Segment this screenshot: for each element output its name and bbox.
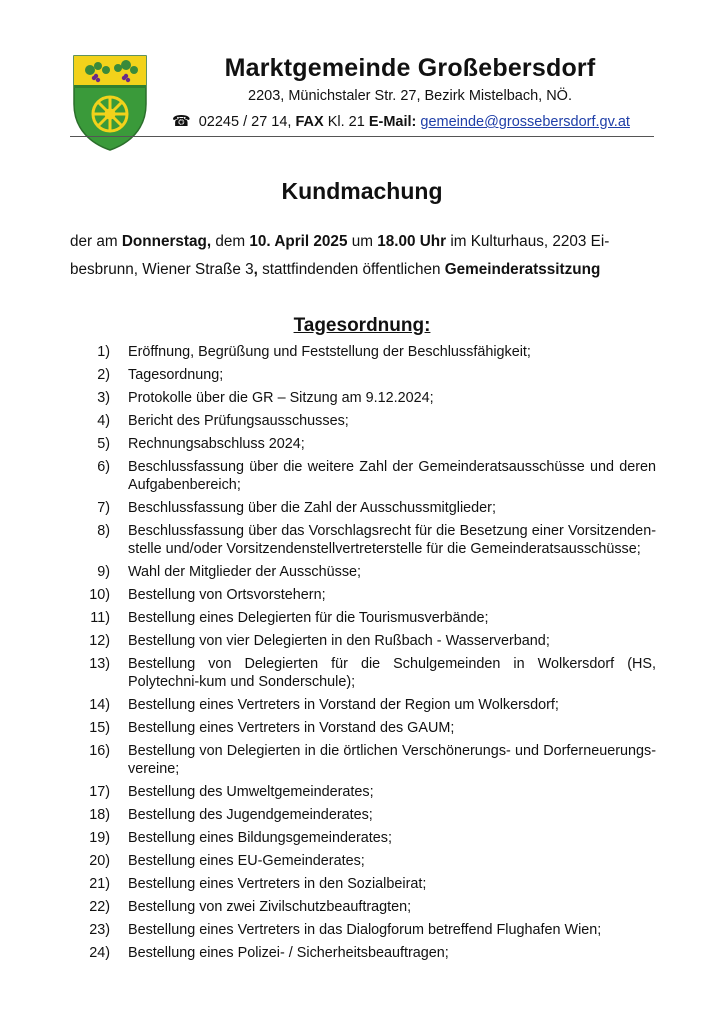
agenda-item-number: 13) (89, 656, 110, 672)
agenda-item-number: 23) (89, 922, 110, 938)
intro-text: im Kulturhaus, 2203 Ei- (446, 233, 610, 250)
coat-of-arms-logo (70, 52, 150, 152)
email-link[interactable]: gemeinde@grossebersdorf.gv.at (420, 114, 630, 130)
agenda-item-text: Protokolle über die GR – Sitzung am 9.12.2024; (128, 390, 434, 406)
intro-text: , (253, 261, 258, 278)
agenda-item (70, 586, 656, 604)
agenda-item (70, 806, 656, 824)
agenda-item-number: 1) (97, 344, 110, 360)
agenda-item-text: Tagesordnung; (128, 367, 224, 383)
municipality-address: 2203, Münichstaler Str. 27, Bezirk Mistelbach, NÖ. (248, 88, 572, 104)
agenda-item (70, 719, 656, 737)
municipality-name: Marktgemeinde Großebersdorf (224, 54, 596, 82)
agenda-item-text: Bestellung von zwei Zivilschutzbeauftragten; (128, 899, 412, 915)
agenda-item (70, 609, 656, 627)
letterhead (160, 54, 660, 104)
agenda-item-number: 15) (89, 720, 110, 736)
agenda-item (70, 366, 656, 384)
agenda-item-number: 22) (89, 899, 110, 915)
fax-value: Kl. 21 (327, 114, 365, 130)
agenda-item-text: Bestellung eines Bildungsgemeinderates; (128, 830, 392, 846)
agenda-item-text: Wahl der Mitglieder der Ausschüsse; (128, 564, 362, 580)
agenda-item (70, 944, 656, 962)
agenda-item-number: 11) (90, 610, 110, 626)
meeting-day: Donnerstag, (121, 233, 212, 250)
agenda-item-text: Beschlussfassung über das Vorschlagsrecht für die Besetzung einer Vorsitzenden-stelle und/oder Vorsitzendenstellvertreterstelle für die Gemeinderatsausschüsse; (128, 523, 656, 557)
agenda-item-text: Bericht des Prüfungsausschusses; (128, 413, 349, 429)
agenda-item-text: Beschlussfassung über die Zahl der Ausschussmitglieder; (128, 500, 496, 516)
agenda-item-number: 10) (89, 587, 110, 603)
agenda-item-text: Bestellung eines Vertreters in den Sozialbeirat; (128, 876, 427, 892)
contact-line (172, 112, 630, 130)
agenda-heading: Tagesordnung: (293, 315, 431, 336)
agenda-item-number: 24) (89, 945, 110, 961)
agenda-item (70, 563, 656, 581)
agenda-item (70, 435, 656, 453)
agenda-item-number: 17) (89, 784, 110, 800)
agenda-item (70, 389, 656, 407)
meeting-time: 18.00 Uhr (377, 233, 447, 250)
agenda-item-number: 2) (97, 367, 110, 383)
agenda-item-number: 3) (97, 390, 110, 406)
agenda-item-number: 9) (97, 564, 110, 580)
telephone-icon: ☎ (172, 113, 191, 130)
agenda-item-text: Bestellung von vier Delegierten in den Rußbach - Wasserverband; (128, 633, 550, 649)
agenda-item-text: Bestellung eines Vertreters in Vorstand des GAUM; (128, 720, 455, 736)
agenda-item (70, 829, 656, 847)
agenda-item (70, 499, 656, 517)
agenda-item-number: 19) (89, 830, 110, 846)
agenda-item (70, 655, 656, 691)
agenda-item-text: Bestellung eines Delegierten für die Tourismusverbände; (128, 610, 489, 626)
agenda-item-text: Bestellung des Umweltgemeinderates; (128, 784, 374, 800)
agenda-item-number: 14) (89, 697, 110, 713)
intro-text: dem (211, 233, 250, 250)
agenda-item (70, 742, 656, 778)
agenda-item (70, 852, 656, 870)
meeting-venue: besbrunn, Wiener Straße 3 (70, 261, 254, 278)
agenda-item-text: Bestellung von Ortsvorstehern; (128, 587, 326, 603)
announcement-text (70, 228, 656, 284)
agenda-item-text: Beschlussfassung über die weitere Zahl der Gemeinderatsausschüsse und deren Aufgabenbereich; (128, 459, 656, 493)
agenda-item (70, 412, 656, 430)
phone-number: 02245 / 27 14, (198, 114, 292, 130)
agenda-item (70, 343, 656, 361)
agenda-item (70, 783, 656, 801)
intro-text: der am (70, 233, 122, 250)
agenda-item-text: Bestellung von Delegierten für die Schulgemeinden in Wolkersdorf (HS, Polytechni-kum und Sonderschule); (128, 656, 656, 690)
agenda-item-number: 12) (89, 633, 110, 649)
agenda-item-number: 20) (89, 853, 110, 869)
agenda-item-number: 21) (89, 876, 110, 892)
intro-text: um (347, 233, 378, 250)
agenda-item (70, 458, 656, 494)
meeting-date: 10. April 2025 (249, 233, 348, 250)
agenda-item-number: 18) (89, 807, 110, 823)
meeting-type: Gemeinderatssitzung (444, 261, 601, 278)
header-divider (70, 136, 654, 137)
agenda-item (70, 522, 656, 558)
agenda-item-text: Bestellung von Delegierten in die örtlichen Verschönerungs- und Dorferneuerungs-vereine; (128, 743, 656, 777)
agenda-item-number: 8) (97, 523, 110, 539)
agenda-item (70, 632, 656, 650)
document-title: Kundmachung (281, 178, 443, 204)
agenda-item (70, 898, 656, 916)
agenda-item-text: Bestellung eines Polizei- / Sicherheitsbeauftragen; (128, 945, 449, 961)
agenda-item-text: Bestellung eines EU-Gemeinderates; (128, 853, 365, 869)
agenda-item-number: 6) (97, 459, 110, 475)
agenda-item-number: 7) (97, 500, 110, 516)
agenda-item-number: 5) (97, 436, 110, 452)
intro-second-line (70, 256, 656, 284)
agenda-item-text: Bestellung des Jugendgemeinderates; (128, 807, 373, 823)
fax-label: FAX (295, 114, 324, 130)
agenda-item-text: Eröffnung, Begrüßung und Feststellung der Beschlussfähigkeit; (128, 344, 531, 360)
agenda-list (70, 343, 656, 967)
agenda-item-number: 4) (97, 413, 110, 429)
agenda-item-number: 16) (89, 743, 110, 759)
agenda-item-text: Bestellung eines Vertreters in das Dialogforum betreffend Flughafen Wien; (128, 922, 602, 938)
agenda-item (70, 921, 656, 939)
intro-text: stattfindenden öffentlichen (257, 261, 445, 278)
agenda-item (70, 696, 656, 714)
email-label: E-Mail: (368, 114, 417, 130)
agenda-item-text: Rechnungsabschluss 2024; (128, 436, 305, 452)
agenda-item (70, 875, 656, 893)
agenda-item-text: Bestellung eines Vertreters in Vorstand der Region um Wolkersdorf; (128, 697, 559, 713)
